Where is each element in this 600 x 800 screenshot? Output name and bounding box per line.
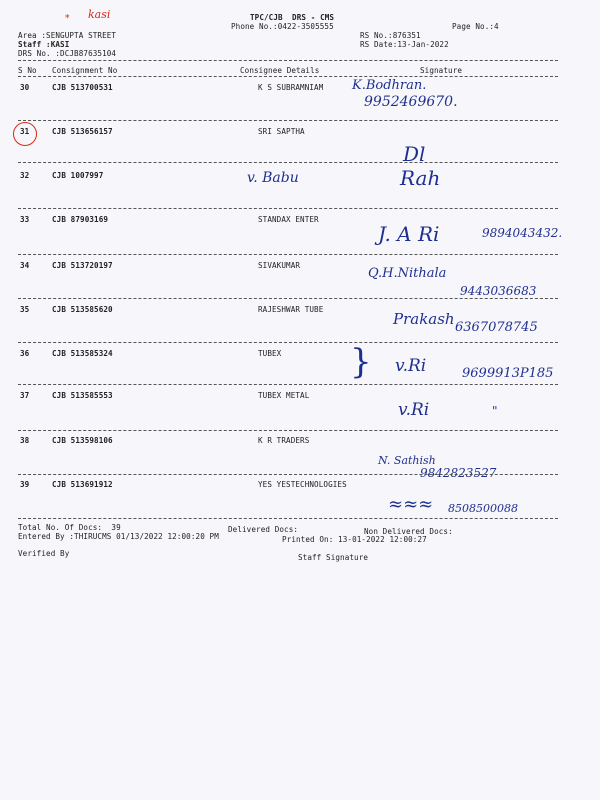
row-divider	[18, 430, 558, 431]
row-sno: 37	[20, 391, 30, 400]
col-consignment: Consignment No	[52, 66, 118, 75]
row-consignee: RAJESHWAR TUBE	[258, 305, 324, 314]
header-divider-top	[18, 60, 558, 61]
row-consignment: CJB 513585620	[52, 305, 113, 314]
row-divider	[18, 298, 558, 299]
row-divider	[18, 162, 558, 163]
row-divider	[18, 474, 558, 475]
row-signature: v.Ri	[398, 400, 430, 420]
row-sno: 35	[20, 305, 30, 314]
row-phone: 6367078745	[455, 320, 538, 335]
row-sno: 34	[20, 261, 30, 270]
row-consignment: CJB 513585553	[52, 391, 113, 400]
ditto-mark: "	[492, 404, 498, 418]
row-consignment: CJB 513700531	[52, 83, 113, 92]
row-signature: v.Ri	[395, 356, 427, 376]
row-consignment: CJB 513720197	[52, 261, 113, 270]
row-handwritten-consignee: v. Babu	[247, 170, 299, 186]
row-phone: 9952469670.	[364, 94, 458, 110]
staff-label: Staff :KASI	[18, 40, 70, 49]
row-sno: 33	[20, 215, 30, 224]
drs-number: DRS No. :DCJB87635104	[18, 49, 117, 58]
row-consignee: K R TRADERS	[258, 436, 310, 445]
non-delivered-docs: Non Delivered Docs:	[364, 527, 453, 536]
row-divider	[18, 342, 558, 343]
total-docs: Total No. Of Docs: 39	[18, 523, 121, 532]
row-consignee: TUBEX METAL	[258, 391, 310, 400]
header-divider-bottom	[18, 76, 558, 77]
handwritten-staff-name: kasi	[88, 8, 111, 21]
row-divider	[18, 254, 558, 255]
col-consignee: Consignee Details	[240, 66, 320, 75]
red-circle-mark	[13, 122, 37, 146]
row-phone: 9894043432.	[482, 226, 563, 240]
area-label: Area :SENGUPTA STREET	[18, 31, 117, 40]
document-title: TPC/CJB DRS - CMS	[250, 13, 335, 22]
row-consignee: SRI SAPTHA	[258, 127, 305, 136]
delivered-docs: Delivered Docs:	[228, 525, 299, 534]
row-signature: Prakash	[393, 310, 455, 328]
row-phone: 9699913P185	[462, 366, 554, 381]
row-signature: J. A Ri	[378, 222, 440, 246]
row-consignment: CJB 513656157	[52, 127, 113, 136]
row-sno: 30	[20, 83, 30, 92]
row-consignee: TUBEX	[258, 349, 282, 358]
row-consignment: CJB 513691912	[52, 480, 113, 489]
row-consignee: K S SUBRAMNIAM	[258, 83, 324, 92]
rs-number: RS No.:876351	[360, 31, 421, 40]
red-mark: *	[65, 14, 70, 24]
row-consignee: YES YESTECHNOLOGIES	[258, 480, 347, 489]
row-divider	[18, 518, 558, 519]
row-divider	[18, 384, 558, 385]
page-number: Page No.:4	[452, 22, 499, 31]
row-consignee: SIVAKUMAR	[258, 261, 301, 270]
row-sno: 38	[20, 436, 30, 445]
row-sno: 39	[20, 480, 30, 489]
row-consignment: CJB 87903169	[52, 215, 109, 224]
row-sno: 36	[20, 349, 30, 358]
row-divider	[18, 120, 558, 121]
row-signature: Q.H.Nithala	[368, 266, 447, 281]
row-consignment: CJB 1007997	[52, 171, 104, 180]
brace-mark: }	[350, 342, 372, 382]
row-sno: 31	[20, 127, 30, 136]
row-signature: N. Sathish	[378, 454, 436, 467]
col-signature: Signature	[420, 66, 463, 75]
row-phone: 9842823527	[420, 466, 497, 480]
row-divider	[18, 208, 558, 209]
row-consignment: CJB 513598106	[52, 436, 113, 445]
phone-number: Phone No.:0422-3505555	[231, 22, 334, 31]
row-consignee: STANDAX ENTER	[258, 215, 319, 224]
signature-scribble: Rah	[400, 166, 441, 190]
verified-by: Verified By	[18, 549, 70, 558]
rs-date: RS Date:13-Jan-2022	[360, 40, 449, 49]
signature-scribble: Dl	[403, 142, 426, 166]
staff-signature: Staff Signature	[298, 553, 369, 562]
printed-on: Printed On: 13-01-2022 12:00:27	[282, 535, 427, 544]
row-signature: K.Bodhran.	[352, 78, 427, 93]
row-phone: 8508500088	[448, 502, 518, 515]
col-sno: S No	[18, 66, 37, 75]
row-consignment: CJB 513585324	[52, 349, 113, 358]
row-phone: 9443036683	[460, 284, 537, 298]
entered-by: Entered By :THIRUCMS 01/13/2022 12:00:20 PM	[18, 532, 219, 541]
signature-scribble: ≈≈≈	[388, 494, 434, 515]
row-sno: 32	[20, 171, 30, 180]
